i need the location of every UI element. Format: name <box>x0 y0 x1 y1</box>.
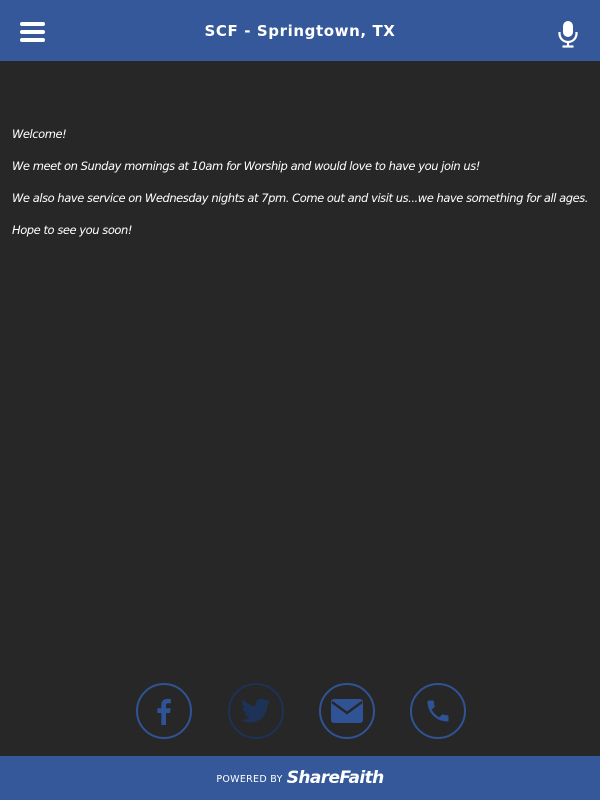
email-icon <box>331 699 363 723</box>
twitter-icon <box>241 698 271 724</box>
facebook-button[interactable] <box>136 683 192 739</box>
menu-bar-line <box>20 38 45 42</box>
social-links <box>0 683 600 738</box>
hamburger-menu-icon[interactable] <box>20 22 45 42</box>
page-title: SCF - Springtown, TX <box>204 21 396 40</box>
phone-button[interactable] <box>410 683 466 739</box>
welcome-message <box>12 126 588 254</box>
sharefaith-logo[interactable]: ShareFaith <box>286 768 384 788</box>
closing-paragraph: Hope to see you soon! <box>12 223 133 237</box>
email-button[interactable] <box>319 683 375 739</box>
phone-icon <box>424 697 452 725</box>
menu-bar-line <box>20 22 45 26</box>
sunday-service-paragraph: We meet on Sunday mornings at 10am for Worship and would love to have you join us! <box>12 159 480 173</box>
twitter-button[interactable] <box>228 683 284 739</box>
menu-bar-line <box>20 30 45 34</box>
top-bar <box>0 0 600 61</box>
powered-by-label: POWERED BY <box>216 774 283 785</box>
microphone-icon[interactable] <box>557 20 579 48</box>
welcome-paragraph: Welcome! <box>12 127 67 141</box>
facebook-icon <box>149 696 179 726</box>
footer-bar <box>0 756 600 800</box>
wednesday-service-paragraph: We also have service on Wednesday nights at 7pm. Come out and visit us...we have something for all ages. <box>12 191 588 205</box>
